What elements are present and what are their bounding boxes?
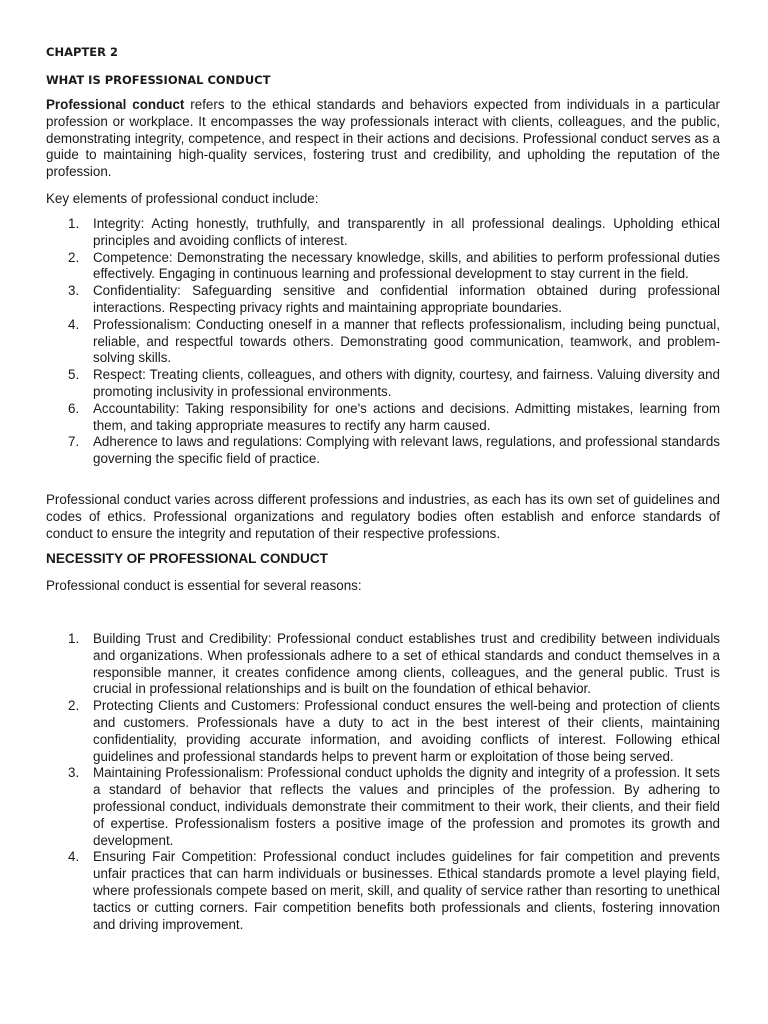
section-title-what-is: WHAT IS PROFESSIONAL CONDUCT <box>46 73 271 87</box>
list-item: 7. Adherence to laws and regulations: Complying with relevant laws, regulations, and professional standards governing the specific field of practice. <box>68 434 720 467</box>
varies-paragraph: Professional conduct varies across different professions and industries, as each has its own set of guidelines and codes of ethics. Professional organizations and regulatory bodies often establish and enforce standards of conduct to ensure the integrity and reputation of their respective professions. <box>46 492 720 541</box>
key-elements-list <box>46 216 720 468</box>
list-item: 4. Ensuring Fair Competition: Professional conduct includes guidelines for fair competition and prevents unfair practices that can harm individuals or businesses. Ethical standards promote a level playing field, where professionals compete based on merit, skill, and quality of service rather than resorting to unethical tactics or cutting corners. Fair competition benefits both professionals and clients, fostering innovation and driving improvement. <box>68 849 720 932</box>
list-item: 2. Competence: Demonstrating the necessary knowledge, skills, and abilities to perform professional duties effectively. Engaging in continuous learning and professional development to stay current in the field. <box>68 249 720 282</box>
list-item: 4. Professionalism: Conducting oneself in a manner that reflects professionalism, including being punctual, reliable, and respectful towards others. Demonstrating good communication, teamwork, and problem-solving skills. <box>68 316 720 366</box>
necessity-intro: Professional conduct is essential for several reasons: <box>46 578 362 593</box>
intro-term: Professional conduct <box>46 97 185 112</box>
section-title-necessity: NECESSITY OF PROFESSIONAL CONDUCT <box>46 551 328 566</box>
reasons-list <box>46 631 720 933</box>
key-elements-intro: Key elements of professional conduct include: <box>46 191 319 206</box>
list-item: 1. Building Trust and Credibility: Professional conduct establishes trust and credibility between individuals and organizations. When professionals adhere to a set of ethical standards and conduct themselves in a responsible manner, it creates confidence among clients, colleagues, and the general public. Trust is crucial in professional relationships and is built on the foundation of ethical behavior. <box>68 631 720 697</box>
chapter-label: CHAPTER 2 <box>46 45 118 59</box>
intro-text: refers to the ethical standards and behaviors expected from individuals in a particular profession or workplace. It encompasses the way professionals interact with clients, colleagues, and the public, demonstrating integrity, competence, and respect in their actions and decisions. Professional conduct serves as a guide to maintaining high-quality services, fostering trust and credibility, and upholding the reputation of the profession. <box>46 97 720 180</box>
list-item: 5. Respect: Treating clients, colleagues, and others with dignity, courtesy, and fairness. Valuing diversity and promoting inclusivity in professional environments. <box>68 367 720 399</box>
intro-paragraph <box>46 97 720 181</box>
list-item: 2. Protecting Clients and Customers: Professional conduct ensures the well-being and protection of clients and customers. Professionals have a duty to act in the best interest of their clients, maintaining confidentiality, providing accurate information, and avoiding conflicts of interest. Following ethical guidelines and professional standards helps to prevent harm or exploitation of those being served. <box>68 698 720 764</box>
list-item: 1. Integrity: Acting honestly, truthfully, and transparently in all professional dealings. Upholding ethical principles and avoiding conflicts of interest. <box>68 216 720 248</box>
list-item: 3. Maintaining Professionalism: Professional conduct upholds the dignity and integrity of a profession. It sets a standard of behavior that reflects the values and principles of the profession. By adhering to professional conduct, individuals demonstrate their commitment to their work, their clients, and their field of expertise. Professionalism fosters a positive image of the profession and promotes its growth and development. <box>68 765 720 848</box>
list-item: 3. Confidentiality: Safeguarding sensitive and confidential information obtained during professional interactions. Respecting privacy rights and maintaining appropriate boundaries. <box>68 283 720 315</box>
list-item: 6. Accountability: Taking responsibility for one's actions and decisions. Admitting mistakes, learning from them, and taking appropriate measures to rectify any harm caused. <box>68 400 720 433</box>
